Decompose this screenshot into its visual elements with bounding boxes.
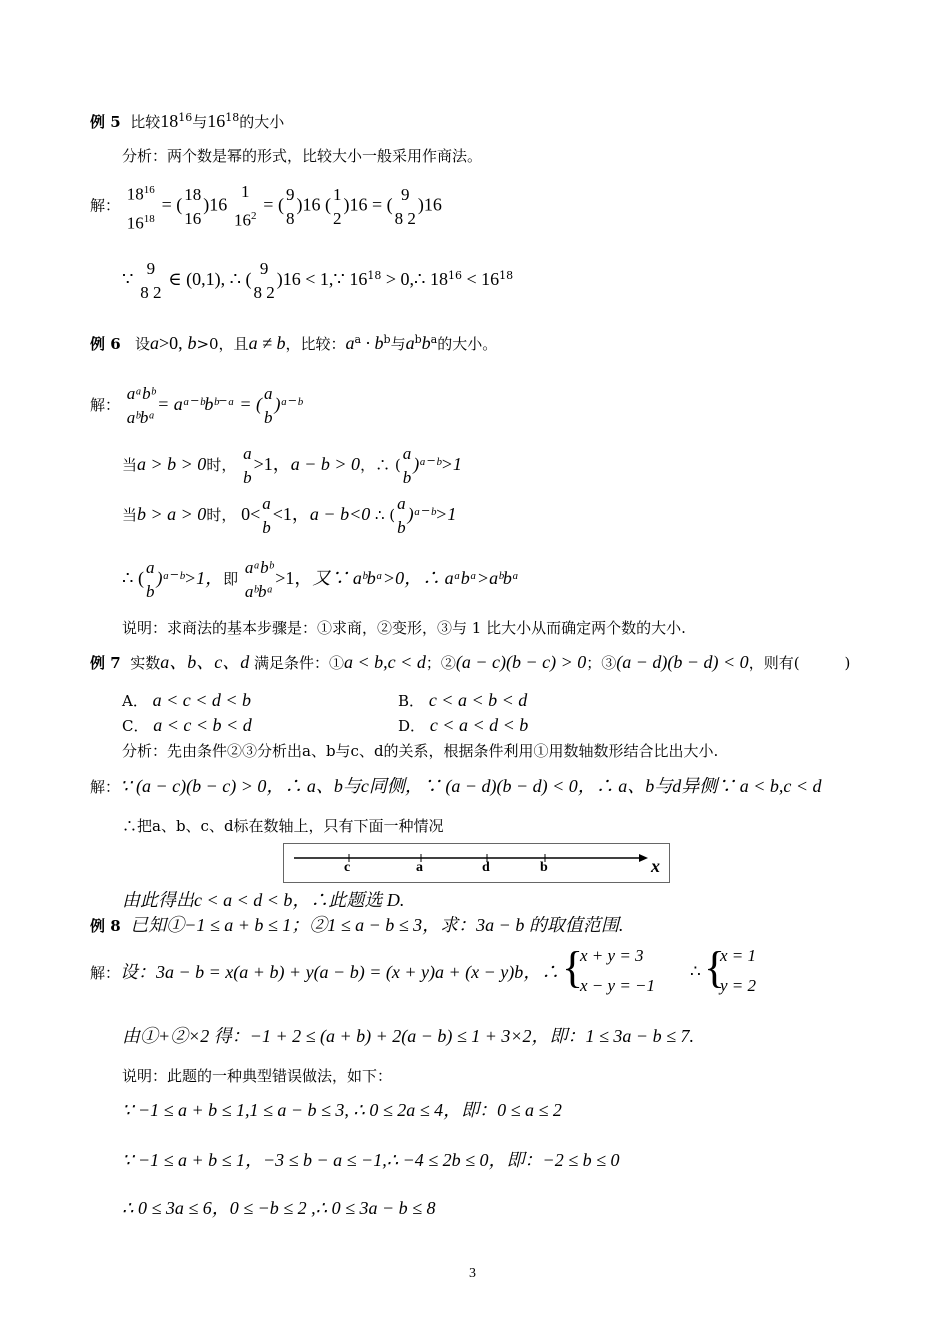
ex6-case1-h: )ᵃ⁻ᵇ>1 <box>413 454 462 474</box>
page-number: 3 <box>469 1266 476 1281</box>
ex7-sol-label: 解： <box>90 778 121 796</box>
ex5-tail2: > 0,∴ 18 <box>381 269 448 289</box>
ex7-s3: 由此得出c < a < d < b，∴此题选 D. <box>122 890 405 910</box>
ex6-solution <box>90 378 302 430</box>
system1-eq1: x + y = 3 <box>580 946 644 965</box>
ex6-c-a: ∴ ( <box>122 568 144 588</box>
ex5-frac2: 18 16 <box>184 184 202 228</box>
axis-label-b: b <box>540 860 548 875</box>
ex5-p2: )16 ( <box>296 194 331 215</box>
ex6-case2-d: 0< <box>241 504 261 524</box>
ex6-c-frac: a b <box>145 558 155 601</box>
ex5-tail-exp: 18 <box>367 269 382 282</box>
ex8-sol-label: 解： <box>90 964 121 982</box>
system2-pre: ∴ <box>690 962 701 981</box>
ex5-label: 例 5 <box>90 113 121 131</box>
ex5-frac6: 9 8 2 <box>394 184 416 228</box>
ex6-case2-h: ∴ ( <box>370 506 396 524</box>
ex5-tail2-exp: 16 <box>448 269 462 282</box>
ex6-c6: ，比较： <box>285 335 346 353</box>
ex8-s2: 由①+②×2 得：−1 + 2 ≤ (a + b) + 2(a − b) ≤ 1 + 3×2，即：1 ≤ 3a − b ≤ 7. <box>122 1026 694 1046</box>
ex6-stmt: 设 <box>134 335 150 353</box>
ex5-base2: 16 <box>207 111 226 131</box>
ex5-exp2: 18 <box>225 111 240 124</box>
ex6-case1-b: a > b > 0 <box>137 454 207 474</box>
ex6-conclusion <box>122 552 519 604</box>
ex5-tail: )16 < 1,∵ 16 <box>276 269 368 289</box>
ex6-c1: a <box>150 333 159 353</box>
ex7-i: ，则有( ) <box>748 654 851 672</box>
ex8-w3: ∴ 0 ≤ 3a ≤ 6，0 ≤ −b ≤ 2 ,∴ 0 ≤ 3a − b ≤ 8 <box>122 1198 436 1218</box>
ex5-p3: )16 = ( <box>343 194 393 215</box>
ex5-p1: )16 <box>203 194 228 215</box>
ex7-analysis: 分析：先由条件②③分析出a、b与c、d的关系，根据条件利用①用数轴数形结合比出大小. <box>122 742 719 760</box>
ex5-frac3: 1 $16^2$ <box>234 182 257 230</box>
number-line-svg <box>284 844 669 882</box>
ex6-c4: >0，且 <box>196 335 249 353</box>
ex6-case1-e: a − b > 0 <box>290 454 361 474</box>
ex6-c2: >0, <box>159 333 183 353</box>
ex6-c8: · b <box>361 333 384 353</box>
ex5-solution <box>90 178 442 233</box>
ex6-case2-c: 时， <box>206 506 237 524</box>
ex6-frac-main: aᵃbᵇ aᵇbᵃ <box>126 384 156 427</box>
ex5-because: ∵ <box>122 269 134 289</box>
axis-label-c: c <box>344 860 351 875</box>
system1-eq2: x − y = −1 <box>580 976 656 995</box>
ex5-p4: )16 <box>417 194 442 215</box>
ex6-s-tail: )ᵃ⁻ᵇ <box>274 394 302 414</box>
ex6-case1 <box>122 438 462 490</box>
ex6-note: 说明：求商法的基本步骤是：①求商，②变形，③与 1 比大小从而确定两个数的大小. <box>122 619 686 637</box>
ex6-case2-b: b > a > 0 <box>137 504 207 524</box>
ex6-c12: 的大小。 <box>437 335 498 353</box>
ex5-conclusion <box>122 250 513 302</box>
ex6-case1-c: 时， <box>206 456 237 474</box>
ex6-case1-f: ，∴ ( <box>360 456 401 474</box>
ex6-c10: a <box>405 333 415 353</box>
ex5-in: ∈ (0,1), ∴ ( <box>168 269 252 289</box>
ex7-c: 满足条件：① <box>254 654 345 672</box>
system2-brace: { <box>704 943 726 992</box>
option-a: A． a < c < d < b <box>122 690 252 710</box>
ex5-exp1: 16 <box>178 111 193 124</box>
ex6-sol-label: 解： <box>90 396 121 414</box>
ex5-tail3-exp: 18 <box>499 269 514 282</box>
ex6-c8e: b <box>383 333 391 346</box>
ex8-label: 例 8 <box>90 917 121 935</box>
axis-label-d: d <box>482 860 490 875</box>
axis-arrow <box>639 854 648 862</box>
ex7-e: ；② <box>425 654 456 672</box>
ex6-c-frac2: aᵃbᵇ aᵇbᵃ <box>244 558 274 601</box>
ex5-mid: 与 <box>192 113 208 131</box>
ex7-s2: ∴把a、b、c、d标在数轴上，只有下面一种情况 <box>122 817 444 835</box>
option-d: D． c < a < d < b <box>398 715 529 735</box>
ex5-eq2: = ( <box>263 194 284 215</box>
ex6-c7e: a <box>354 333 362 346</box>
system1-brace: { <box>562 943 584 992</box>
ex8-s1: 设：3a − b = x(a + b) + y(a − b) = (x + y)a + (x − y)b，∴ <box>120 962 560 982</box>
ex7-b: a、b、c、d <box>160 652 250 672</box>
ex8-note: 说明：此题的一种典型错误做法，如下： <box>122 1067 393 1085</box>
ex8-stmt: 已知①−1 ≤ a + b ≤ 1；②1 ≤ a − b ≤ 3，求：3a − b 的取值范围. <box>130 915 624 935</box>
ex7-s1: ∵ (a − c)(b − c) > 0，∴ a、b与c同侧，∵ (a − d)(b − d) < 0，∴ a、b与d异侧∵ a < b,c < d <box>120 776 822 796</box>
ex6-case2-e: <1， <box>272 504 310 524</box>
option-c: C． a < c < b < d <box>122 715 252 735</box>
ex8-solution <box>90 962 559 983</box>
ex6-c7: a <box>345 333 355 353</box>
ex6-case2 <box>122 488 456 540</box>
ex5-tail3: < 16 <box>462 269 500 289</box>
ex6-c-f: ∴ aᵃbᵃ>aᵇbᵃ <box>422 568 520 588</box>
ex6-title <box>90 330 497 354</box>
ex6-case1-frac: a b <box>243 444 252 487</box>
ex7-a: 实数 <box>130 654 161 672</box>
ex6-case2-frac2: a b <box>397 494 406 537</box>
ex7-h: (a − d)(b − d) < 0 <box>616 652 749 672</box>
ex6-case1-frac2: a b <box>402 444 412 487</box>
ex5-frac5: 1 2 <box>332 184 342 228</box>
option-b: B． c < a < b < d <box>398 690 528 710</box>
ex5-title-a: 比较 <box>130 113 161 131</box>
ex6-case2-a: 当 <box>122 506 138 524</box>
ex7-g: ；③ <box>586 654 617 672</box>
ex8-w2: ∵ −1 ≤ a + b ≤ 1，−3 ≤ b − a ≤ −1,∴ −4 ≤ 2b ≤ 0，即：−2 ≤ b ≤ 0 <box>122 1150 620 1170</box>
ex6-case2-j: )ᵃ⁻ᵇ>1 <box>407 504 457 524</box>
ex6-case2-frac: a b <box>262 494 271 537</box>
ex5-frac7: 9 8 2 <box>140 259 162 302</box>
ex6-case1-a: 当 <box>122 456 138 474</box>
ex7-label: 例 7 <box>90 654 121 672</box>
system2-eq1: x = 1 <box>720 946 757 965</box>
ex5-sol-label: 解： <box>90 196 121 215</box>
ex6-c11: b <box>421 333 431 353</box>
ex8-title <box>90 915 623 936</box>
system2-eq2: y = 2 <box>720 976 757 995</box>
ex5-title-b: 的大小 <box>239 113 285 131</box>
ex5-analysis: 分析：两个数是幂的形式，比较大小一般采用作商法。 <box>122 147 483 165</box>
ex5-eq1: = ( <box>161 194 183 215</box>
ex7-solution <box>90 776 822 797</box>
ex6-c3: b <box>187 333 197 353</box>
ex5-frac4: 9 8 <box>285 184 295 228</box>
ex6-c-e: 又∵ aᵇbᵃ>0， <box>312 568 423 588</box>
axis-var-x: x <box>651 856 660 876</box>
ex6-c-b: )ᵃ⁻ᵇ>1， <box>156 568 224 588</box>
axis-label-a: a <box>416 860 423 875</box>
ex6-case1-d: >1， <box>253 454 291 474</box>
ex6-c-d: >1， <box>275 568 313 588</box>
ex5-frac8: 9 8 2 <box>253 259 275 302</box>
ex5-frac1: $18^{16}$ $16^{18}$ <box>126 184 155 233</box>
ex6-c10e: b <box>414 333 422 346</box>
ex6-case2-g: a − b<0 <box>309 504 371 524</box>
number-line <box>283 843 670 883</box>
ex6-s-eq: = aᵃ⁻ᵇbᵇ⁻ᵃ = ( <box>157 394 262 414</box>
ex5-base1: 18 <box>160 111 179 131</box>
ex6-c5: a ≠ b <box>248 333 286 353</box>
ex6-label: 例 6 <box>90 335 121 353</box>
ex6-frac-ab: a b <box>263 384 273 427</box>
ex7-d: a < b,c < d <box>344 652 426 672</box>
ex7-title <box>90 652 850 673</box>
ex5-title <box>90 108 284 132</box>
ex6-c9: 与 <box>390 335 406 353</box>
ex6-c11e: a <box>430 333 438 346</box>
ex6-c-c: 即 <box>223 570 239 588</box>
ex7-f: (a − c)(b − c) > 0 <box>455 652 587 672</box>
ex8-w1: ∵ −1 ≤ a + b ≤ 1,1 ≤ a − b ≤ 3, ∴ 0 ≤ 2a ≤ 4，即：0 ≤ a ≤ 2 <box>122 1100 562 1120</box>
